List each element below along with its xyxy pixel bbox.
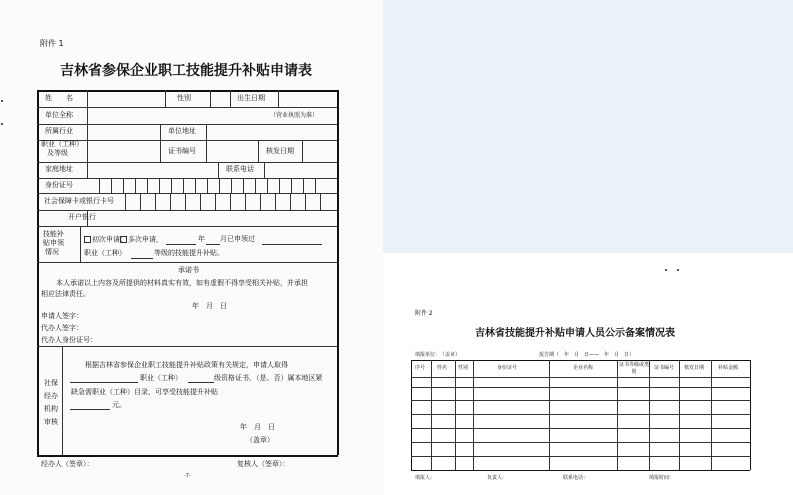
multi-apply-month: 月已申领过 — [220, 235, 255, 243]
review-text-4: 缺急需职业（工种）目录，可享受技能提升补贴 — [71, 388, 218, 396]
checkbox-icon[interactable] — [120, 236, 127, 243]
review-label-3: 机构 — [44, 405, 58, 413]
table2-col-line — [431, 360, 432, 470]
company-address-label: 单位地址 — [168, 127, 196, 135]
form-page-1 — [0, 0, 383, 495]
table2-row-line — [411, 456, 750, 457]
name-label: 姓 名 — [45, 94, 73, 102]
review-label-4: 审核 — [44, 418, 58, 426]
table-border-left — [37, 90, 39, 455]
table2-col-line — [549, 360, 550, 470]
blank-occupation-2 — [70, 382, 138, 383]
company-label: 单位全称 — [45, 111, 73, 119]
company-note: （营业执照为准） — [270, 112, 319, 119]
occupation-label: 职业（工种） — [41, 140, 83, 148]
subsidy-label-1: 技能补 — [43, 230, 64, 238]
col-line — [230, 90, 231, 107]
id-cell-line — [267, 178, 268, 193]
card-cell-line — [320, 193, 321, 210]
header-id: 身份证号 — [497, 365, 518, 371]
applicant-sign: 申请人签字： — [41, 312, 83, 320]
id-cell-line — [183, 178, 184, 193]
blank-amount — [70, 409, 110, 410]
review-label-2: 经办 — [44, 392, 58, 400]
header-cert-level: 证书等级或类别 — [619, 362, 650, 375]
header-gender: 性别 — [458, 365, 469, 371]
id-cell-line — [219, 178, 220, 193]
margin-dot — [1, 100, 3, 102]
card-cell-line — [215, 193, 216, 210]
multi-apply-occupation: 职业（工种） — [84, 249, 126, 257]
card-cell-line — [275, 193, 276, 210]
table2-col-line — [649, 360, 650, 470]
review-text-1: 根据吉林省参保企业职工技能提升补贴政策有关规定，申请人取得 — [85, 361, 288, 369]
multi-apply-level: 等级的技能提升补贴。 — [154, 249, 224, 257]
review-text-3: 级资格证书，（是、否）属本地区紧 — [214, 374, 323, 382]
card-cell-line — [230, 193, 231, 210]
id-cell-line — [243, 178, 244, 193]
multi-apply-option[interactable] — [120, 236, 163, 244]
margin-dot — [677, 269, 679, 271]
handler-sign: 经办人（签章）： — [41, 460, 94, 468]
col-line — [165, 90, 166, 107]
blank-level — [131, 258, 153, 259]
phone-label-2: 联系电话： — [563, 475, 589, 481]
review-date: 年 月 日 — [240, 423, 275, 431]
id-cell-line — [231, 178, 232, 193]
col-line — [278, 90, 279, 107]
table-border-right — [337, 90, 339, 455]
id-cell-line — [147, 178, 148, 193]
blank-level-2 — [188, 382, 214, 383]
id-cell-line — [291, 178, 292, 193]
blank-month — [206, 244, 220, 245]
row-line — [37, 193, 337, 194]
card-cell-line — [245, 193, 246, 210]
id-cell-line — [315, 178, 316, 193]
table2-col-line — [455, 360, 456, 470]
review-text-5: 元。 — [112, 401, 126, 409]
form-title-2: 吉林省技能提升补贴申请人员公示备案情况表 — [475, 328, 675, 339]
header-seq: 序号 — [415, 365, 426, 371]
header-company: 企业名称 — [573, 365, 594, 371]
col-line — [264, 162, 265, 178]
home-address-label: 家庭地址 — [45, 165, 73, 173]
reviewer-sign: 复核人（签章）： — [237, 460, 290, 468]
multi-apply-text: 多次申请， — [128, 235, 163, 244]
review-seal: （盖章） — [246, 436, 274, 444]
card-cell-line — [260, 193, 261, 210]
checkbox-icon[interactable] — [84, 236, 91, 243]
multi-apply-year: 年 — [198, 235, 205, 243]
row-line — [37, 162, 337, 163]
row-line — [37, 346, 337, 347]
attachment-label: 附件 1 — [40, 39, 64, 48]
first-apply-text: 初次申请； — [92, 235, 127, 244]
bank-card-label: 社会保障卡或银行卡号 — [44, 197, 114, 205]
subsidy-label-2: 贴申领 — [43, 239, 64, 247]
issue-date-label: 核发日期 — [266, 147, 294, 155]
table2-border-bottom — [411, 470, 750, 471]
col-line — [210, 90, 211, 107]
pledge-text-1: 本人承诺以上内容及所提供的材料真实有效，如有虚假不得享受相关补贴，并承担 — [56, 279, 308, 287]
agent-id: 代办人身份证号： — [41, 336, 97, 344]
id-cell-line — [135, 178, 136, 193]
table2-border-top — [411, 360, 750, 361]
header-amount: 补贴金额 — [718, 365, 739, 371]
col-line — [80, 226, 81, 262]
row-line — [37, 226, 337, 227]
review-label-1: 社保 — [44, 379, 58, 387]
table2-row-line — [411, 442, 750, 443]
card-cell-line — [140, 193, 141, 210]
pledge-date: 年 月 日 — [192, 302, 227, 310]
table2-col-line — [617, 360, 618, 470]
table2-header-line — [411, 377, 750, 378]
meta-right: 报告期（ 年 月 日—— 年 月 日） — [539, 352, 635, 358]
table-border-bottom — [37, 455, 338, 457]
occupation-label-2: 及等级 — [47, 149, 68, 157]
industry-label: 所属行业 — [45, 127, 73, 135]
card-cell-line — [200, 193, 201, 210]
header-issue-date: 核发日期 — [684, 365, 705, 371]
review-text-2: 职业（工种） — [140, 374, 182, 382]
table-border-top — [37, 90, 338, 92]
gender-label: 性别 — [177, 94, 191, 102]
col-line — [125, 193, 126, 210]
form-title: 吉林省参保企业职工技能提升补贴申请表 — [60, 63, 312, 79]
col-line — [206, 124, 207, 162]
table2-col-line — [473, 360, 474, 470]
table2-col-line — [711, 360, 712, 470]
row-line — [37, 210, 337, 211]
id-cell-line — [279, 178, 280, 193]
page-number: -7- — [184, 473, 191, 479]
pledge-title: 承诺书 — [178, 266, 199, 274]
fill-date-label: 填报时间： — [649, 475, 675, 481]
col-line — [302, 140, 303, 162]
table2-row-line — [411, 428, 750, 429]
id-cell-line — [123, 178, 124, 193]
header-cert-no: 证书编号 — [654, 365, 675, 371]
header-name: 姓名 — [437, 365, 448, 371]
id-label: 身份证号 — [45, 181, 73, 189]
card-cell-line — [305, 193, 306, 210]
id-cell-line — [159, 178, 160, 193]
id-cell-line — [171, 178, 172, 193]
col-line — [87, 90, 88, 178]
table2-border-right — [750, 360, 751, 470]
id-cell-line — [255, 178, 256, 193]
table2-row-line — [411, 387, 750, 388]
table2-row-line — [411, 400, 750, 401]
row-line — [37, 262, 337, 263]
birthdate-label: 出生日期 — [237, 94, 265, 102]
card-cell-line — [185, 193, 186, 210]
table2-col-line — [679, 360, 680, 470]
col-line — [218, 162, 219, 178]
form-page-2 — [383, 253, 793, 495]
card-cell-line — [155, 193, 156, 210]
cert-no-label: 证书编号 — [168, 147, 196, 155]
row-line — [37, 107, 337, 108]
row-line — [37, 178, 337, 179]
card-cell-line — [290, 193, 291, 210]
id-cell-line — [99, 178, 100, 193]
blank-occupation — [262, 244, 322, 245]
phone-label: 联系电话 — [226, 165, 254, 173]
col-line — [258, 140, 259, 162]
subsidy-label-3: 情况 — [45, 248, 59, 256]
id-cell-line — [207, 178, 208, 193]
preparer-label: 填报人： — [415, 475, 436, 481]
id-cell-line — [195, 178, 196, 193]
bank-label: 开户银行 — [68, 213, 96, 221]
table2-row-line — [411, 414, 750, 415]
col-line — [62, 346, 63, 455]
card-cell-line — [170, 193, 171, 210]
blank-year — [166, 244, 196, 245]
attachment-label-2: 附件 2 — [415, 310, 433, 317]
id-cell-line — [303, 178, 304, 193]
row-line — [37, 124, 337, 125]
margin-dot — [665, 269, 667, 271]
margin-dot — [1, 123, 3, 125]
principal-label: 负责人： — [487, 475, 508, 481]
col-line — [160, 124, 161, 162]
id-cell-line — [111, 178, 112, 193]
meta-left: 填报单位： （盖章） — [415, 352, 461, 358]
pledge-text-2: 相应法律责任。 — [41, 290, 90, 298]
agent-sign: 代办人签字： — [41, 324, 83, 332]
